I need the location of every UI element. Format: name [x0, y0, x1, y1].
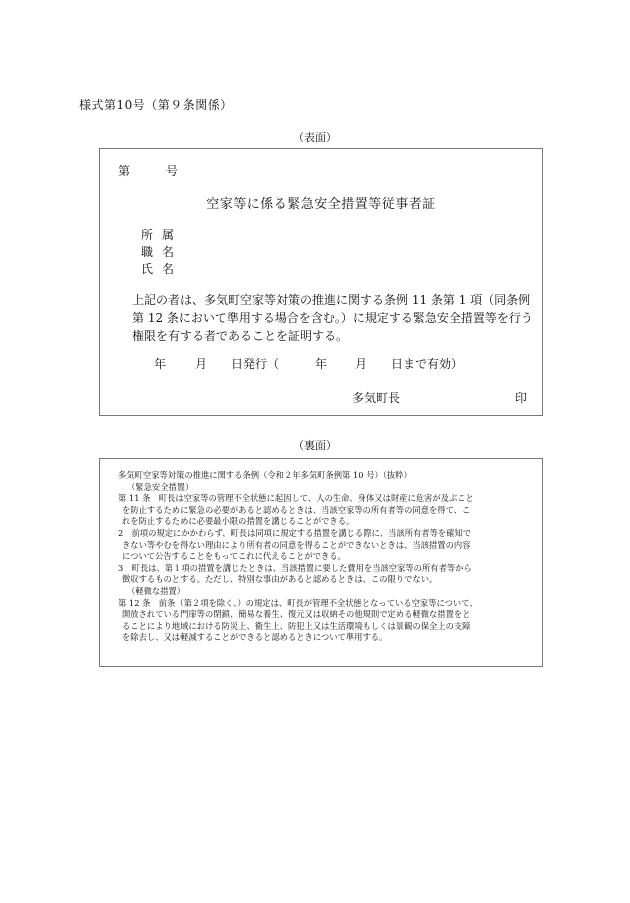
statement-line: 権限を有する者であることを証明する。 [132, 329, 349, 343]
excerpt-line: 3 町長は、第１項の措置を講じたときは、当該措置に要した費用を当該空家等の所有者等から [118, 562, 472, 573]
valid-month: 月 [355, 357, 368, 371]
field-affiliation-label: 所属 [141, 228, 184, 242]
field-position-label: 職名 [141, 245, 184, 259]
mayor-title: 多気町長 [352, 391, 401, 405]
section-heading: （緊急安全措置） [127, 481, 194, 492]
seal-mark: 印 [515, 391, 528, 405]
excerpt-line: ることにより地域における防災上、衛生上、防犯上又は生活環境もしくは景観の保全上の支障 [122, 620, 471, 631]
section-heading: （軽微な措置） [127, 585, 186, 596]
valid-year: 年 [315, 357, 328, 371]
issue-day: 日発行（ [231, 357, 280, 371]
valid-until: 日まで有効） [391, 357, 464, 371]
excerpt-line: 開放されている門扉等の閉鎖、簡易な養生、復元又は収納その他規則で定める軽微な措置をと [122, 609, 471, 620]
statement-line: 第 12 条において準用する場合を含む。）に規定する緊急安全措置等を行う [132, 311, 533, 325]
issue-month: 月 [195, 357, 208, 371]
ordinance-excerpt [118, 470, 533, 644]
form-number: 様式第10号（第９条関係） [79, 98, 233, 112]
excerpt-line: を除去し、又は軽減することができると認めるときについて準用する。 [122, 632, 388, 643]
certificate-back [99, 458, 543, 667]
excerpt-line: 第 11 条 町長は空家等の管理不全状態に起因して、人の生命、身体又は財産に危害が及ぶこと [118, 493, 474, 504]
excerpt-line: 徴収するものとする。ただし、特別な事由があると認めるときは、この限りでない。 [122, 574, 438, 585]
excerpt-line: 2 前項の規定にかかわらず、町長は同項に規定する措置を講じる際に、当該所有者等を確知で [118, 527, 472, 538]
field-name-label: 氏名 [141, 262, 184, 276]
certificate-front [99, 148, 543, 416]
excerpt-line: れを防止するために必要最小限の措置を講じることができる。 [122, 516, 355, 527]
certificate-number-prefix: 第 [118, 164, 131, 178]
excerpt-heading: 多気町空家等対策の推進に関する条例（令和２年多気町条例第 10 号）（抜粋） [118, 470, 412, 480]
issue-year: 年 [154, 357, 167, 371]
excerpt-line: を防止するために緊急の必要があると認めるときは、当該空家等の所有者等の同意を得て、こ [122, 504, 471, 515]
certification-statement [132, 291, 532, 345]
statement-line: 上記の者は、多気町空家等対策の推進に関する条例 11 条第 1 項（同条例 [132, 293, 531, 307]
certificate-number-suffix: 号 [166, 164, 179, 178]
excerpt-line: について公告することをもってこれに代えることができる。 [122, 551, 346, 562]
front-face-label: （表面） [293, 131, 337, 144]
certificate-title: 空家等に係る緊急安全措置等従事者証 [206, 197, 436, 212]
excerpt-line: きない等やむを得ない理由により所有者の同意を得ることができないときは、当該措置の内容 [122, 539, 471, 550]
excerpt-line: 第 12 条 前条（第２項を除く。）の規定は、町長が管理不全状態となっている空家等について、 [118, 597, 478, 608]
back-face-label: （裏面） [293, 439, 337, 452]
